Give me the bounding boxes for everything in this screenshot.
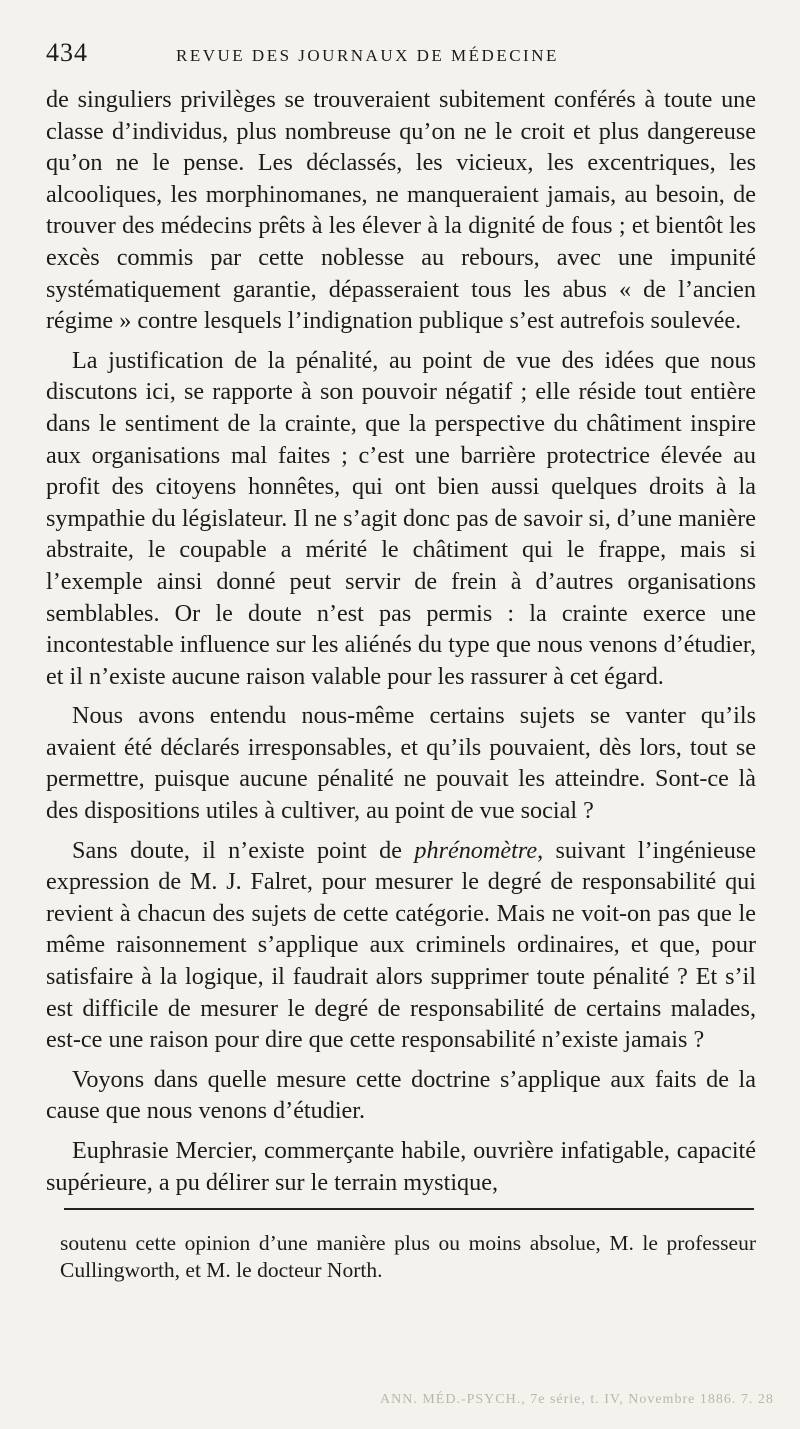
page-header <box>46 38 756 78</box>
paragraph-3: Nous avons entendu nous-même certains sujets se vanter qu’ils avaient été déclarés irresponsables, et qu’ils pouvaient, dès lors, tout se permettre, puisque aucune pénalité ne pouvait les atteindre. Sont-ce là des dispositions utiles à cultiver, au point de vue social ? <box>46 702 756 825</box>
paragraph-5: Voyons dans quelle mesure cette doctrine s’applique aux faits de la cause que nous venons d’étudier. <box>46 1065 756 1125</box>
signature-line: ANN. MÉD.-PSYCH., 7e série, t. IV, Novembre 1886. 7. 28 <box>380 1392 774 1407</box>
paragraph-2: La justification de la pénalité, au point de vue des idées que nous discutons ici, se rapporte à son pouvoir négatif ; elle réside tout entière dans le sentiment de la crainte, que la perspective du châtiment inspire aux organisations mal faites ; c’est une barrière protectrice élevée au profit des citoyens honnêtes, qui ont bien aussi quelques droits à la sympathie du législateur. Il ne s’agit donc pas de savoir si, d’une manière abstraite, le coupable a mérité le châtiment qui le frappe, mais si l’exemple ainsi donné peut servir de frein à d’autres organisations semblables. Or le doute n’est pas permis : la crainte exerce une incontestable influence sur les aliénés du type que nous venons d’étudier, et il n’existe aucune raison valable pour les rassurer à cet égard. <box>46 346 756 690</box>
paragraph-6: Euphrasie Mercier, commerçante habile, ouvrière infatigable, capacité supérieure, a pu délirer sur le terrain mystique, <box>46 1137 756 1196</box>
paragraph-1: de singuliers privilèges se trouveraient subitement conférés à toute une classe d’individus, plus nombreuse qu’on ne le croit et plus dangereuse qu’on ne le pense. Les déclassés, les vicieux, les excentriques, les alcooliques, les morphinomanes, ne manqueraient jamais, au besoin, de trouver des médecins prêts à les élever à la dignité de fous ; et bientôt les excès commis par cette noblesse au rebours, avec une impunité systématiquement garantie, dépasseraient tous les abus « de l’ancien régime » contre lesquels l’indignation publique s’est autrefois soulevée. <box>46 86 756 335</box>
footnote-divider <box>64 1208 754 1210</box>
article-body <box>46 84 756 1198</box>
running-head: REVUE DES JOURNAUX DE MÉDECINE <box>176 46 559 65</box>
paragraph-4-start: Sans doute, il n’existe point de <box>72 836 415 864</box>
italic-term: phrénomètre <box>414 836 538 864</box>
footnote: soutenu cette opinion d’une manière plus ou moins absolue, M. le professeur Cullingworth, et M. le docteur North. <box>60 1231 756 1283</box>
page-number: 434 <box>46 38 88 67</box>
paragraph-4 <box>46 835 756 1056</box>
paragraph-4-end: , suivant l’ingénieuse expression de M. J. Falret, pour mesurer le degré de responsabilité qui revient à chacun des sujets de cette catégorie. Mais ne voit-on pas que le même raisonnement s’applique aux criminels ordinaires, et que, pour satisfaire à la logique, il faudrait alors supprimer toute pénalité ? Et s’il est difficile de mesurer le degré de responsabilité de certains malades, est-ce une raison pour dire que cette responsabilité n’existe jamais ? <box>46 836 756 1054</box>
